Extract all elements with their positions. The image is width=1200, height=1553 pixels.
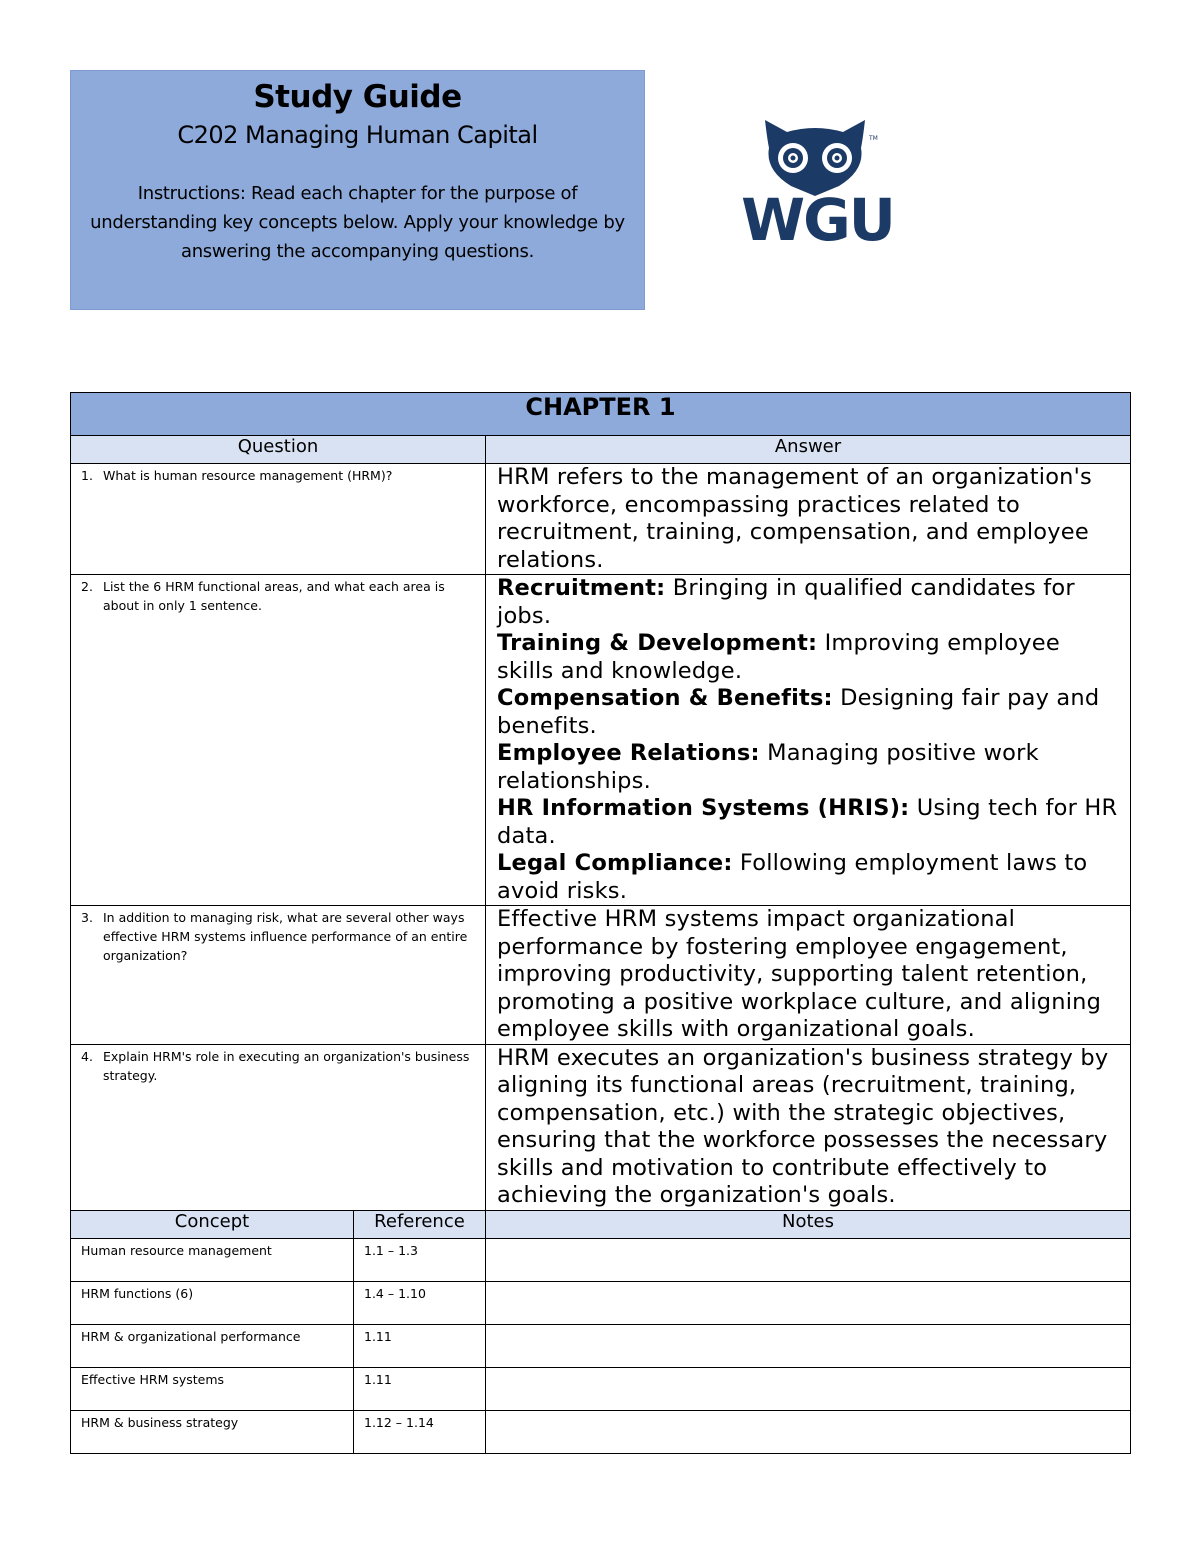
header-box (70, 70, 645, 310)
chapter-table (70, 392, 1131, 1454)
question-text: List the 6 HRM functional areas, and what each area is about in only 1 sentence. (103, 579, 445, 613)
question-row (71, 1044, 1131, 1210)
answer-term: Employee Relations: (497, 740, 760, 766)
reference-header: Reference (354, 1210, 486, 1238)
question-row (71, 906, 1131, 1045)
question-header: Question (71, 436, 486, 464)
concept-header: Concept (71, 1210, 354, 1238)
question-cell (71, 1044, 486, 1210)
page-title: Study Guide (253, 79, 462, 115)
answer-desc: Improving employee skills and knowledge. (497, 630, 1060, 684)
notes-cell[interactable] (486, 1238, 1131, 1281)
concept-cell: HRM & organizational performance (71, 1324, 354, 1367)
answer-cell[interactable]: HRM executes an organization's business strategy by aligning its functional areas (recruitment, training, compensation, etc.) with the strategic objectives, ensuring that the workforce possesses the necessary skills and motivation to contribute effectively to achieving the organization's goals. (486, 1044, 1131, 1210)
question-text: What is human resource management (HRM)? (103, 468, 393, 483)
notes-cell[interactable] (486, 1281, 1131, 1324)
concept-cell: HRM functions (6) (71, 1281, 354, 1324)
concept-row (71, 1410, 1131, 1453)
answer-desc: Designing fair pay and benefits. (497, 685, 1100, 739)
answer-term: Legal Compliance: (497, 850, 733, 876)
concept-row (71, 1238, 1131, 1281)
wgu-logo-text: WGU (741, 186, 894, 254)
concept-row (71, 1281, 1131, 1324)
answer-item (497, 795, 1122, 850)
answer-term: Compensation & Benefits: (497, 685, 833, 711)
concept-cell: HRM & business strategy (71, 1410, 354, 1453)
answer-item (497, 740, 1122, 795)
answer-cell[interactable]: HRM refers to the management of an organization's workforce, encompassing practices related to recruitment, training, compensation, and employee relations. (486, 464, 1131, 575)
answer-item (497, 685, 1122, 740)
question-number: 3. (81, 910, 93, 925)
answer-term: Training & Development: (497, 630, 818, 656)
question-text: In addition to managing risk, what are several other ways effective HRM systems influence performance of an entire organization? (103, 910, 468, 963)
question-row (71, 575, 1131, 906)
answer-item (497, 630, 1122, 685)
answer-desc: Using tech for HR data. (497, 795, 1118, 849)
notes-cell[interactable] (486, 1410, 1131, 1453)
reference-cell: 1.12 – 1.14 (354, 1410, 486, 1453)
notes-header: Notes (486, 1210, 1131, 1238)
concept-cell: Effective HRM systems (71, 1367, 354, 1410)
question-text: Explain HRM's role in executing an organization's business strategy. (103, 1048, 470, 1083)
question-cell (71, 906, 486, 1045)
concept-row (71, 1324, 1131, 1367)
notes-cell[interactable] (486, 1324, 1131, 1367)
answer-desc: Following employment laws to avoid risks. (497, 850, 1088, 904)
chapter-title: CHAPTER 1 (71, 393, 1131, 436)
question-cell (71, 575, 486, 906)
wgu-logo (735, 118, 900, 253)
notes-cell[interactable] (486, 1367, 1131, 1410)
concept-row (71, 1367, 1131, 1410)
concept-cell: Human resource management (71, 1238, 354, 1281)
reference-cell: 1.4 – 1.10 (354, 1281, 486, 1324)
reference-cell: 1.11 (354, 1324, 486, 1367)
answer-desc: Managing positive work relationships. (497, 740, 1039, 794)
reference-cell: 1.11 (354, 1367, 486, 1410)
answer-item (497, 850, 1122, 905)
answer-term: Recruitment: (497, 575, 666, 601)
answer-desc: Bringing in qualified candidates for jobs. (497, 575, 1075, 629)
answer-term: HR Information Systems (HRIS): (497, 795, 910, 821)
instructions: Instructions: Read each chapter for the purpose of understanding key concepts below. Apply your knowledge by answering the accompanying questions. (90, 183, 625, 262)
answer-header: Answer (486, 436, 1131, 464)
question-number: 4. (81, 1048, 93, 1064)
answer-cell[interactable] (486, 575, 1131, 906)
question-cell (71, 464, 486, 575)
svg-text:TM: TM (869, 135, 878, 142)
question-number: 2. (81, 579, 93, 594)
course-title: C202 Managing Human Capital (177, 121, 538, 149)
answer-item (497, 575, 1122, 630)
answer-cell[interactable]: Effective HRM systems impact organizational performance by fostering employee engagement, improving productivity, supporting talent retention, promoting a positive workplace culture, and aligning employee skills with organizational goals. (486, 906, 1131, 1045)
reference-cell: 1.1 – 1.3 (354, 1238, 486, 1281)
question-number: 1. (81, 468, 93, 483)
question-row (71, 464, 1131, 575)
